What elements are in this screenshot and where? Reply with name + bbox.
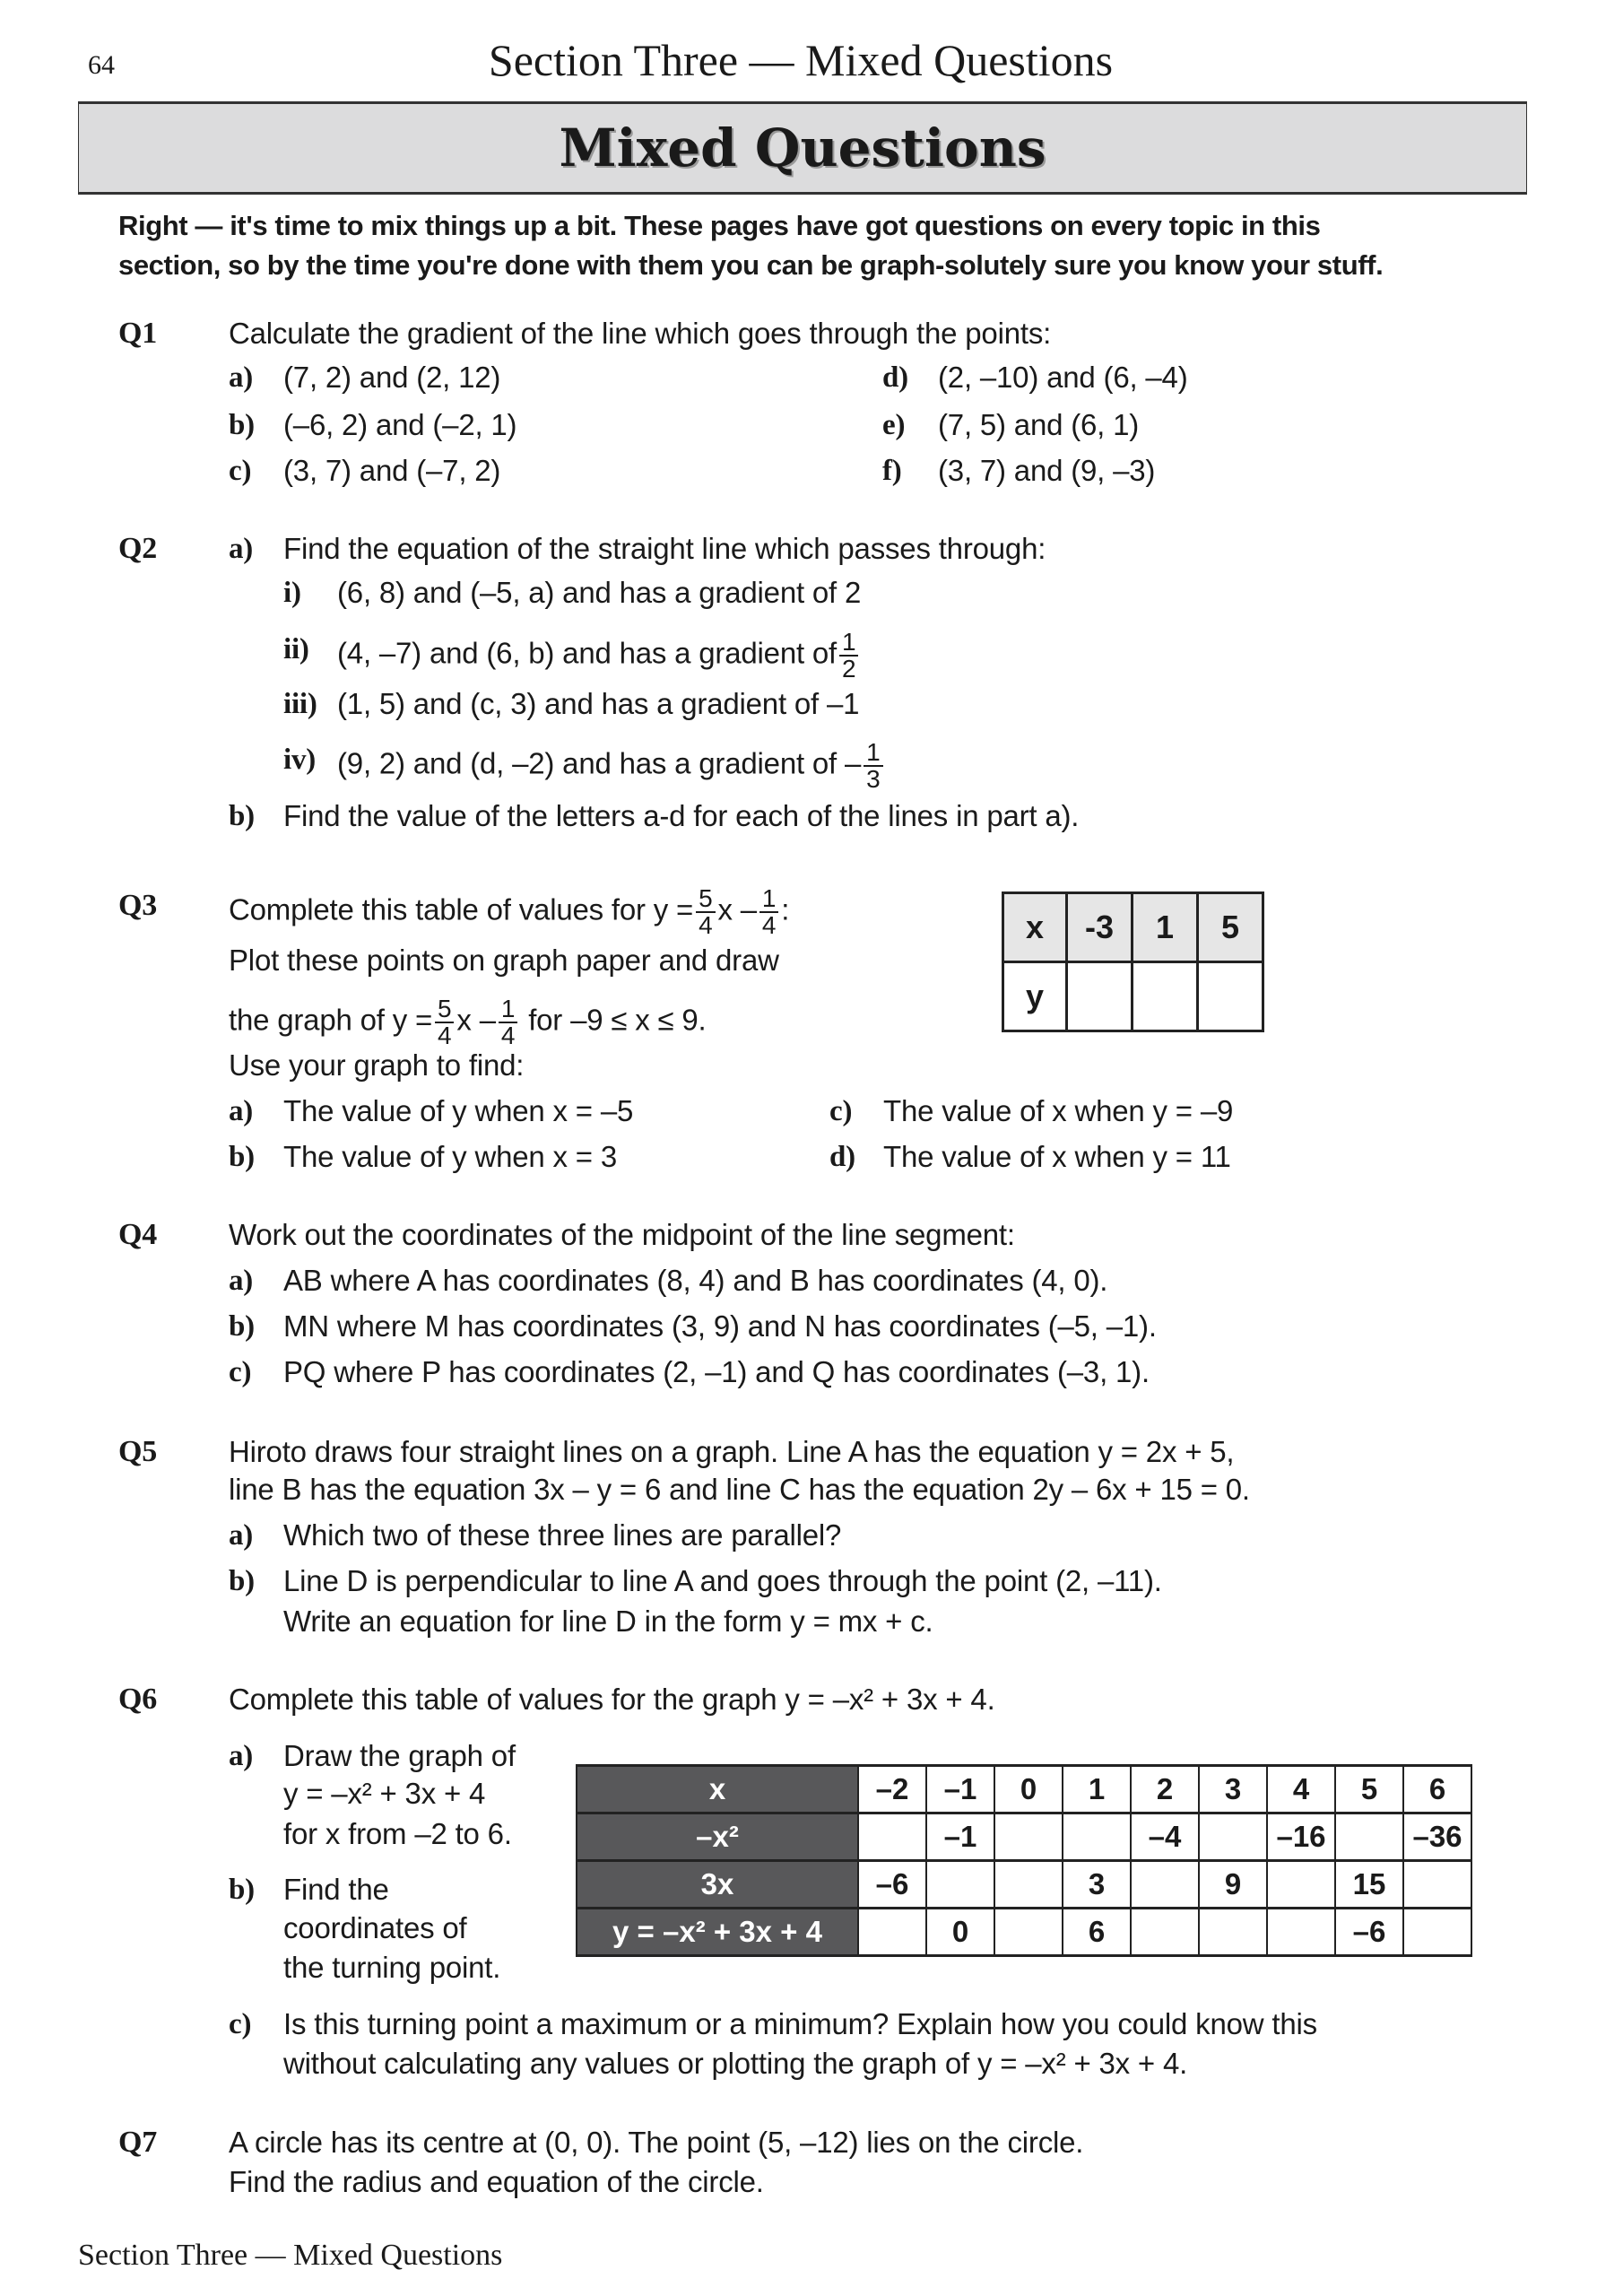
subpart-label: iv) [283, 744, 317, 776]
page-title: Mixed Questions [559, 117, 1046, 178]
question-line [229, 995, 707, 1049]
table-cell[interactable] [926, 1861, 994, 1909]
part-label: a) [229, 1095, 254, 1127]
subpart-label: iii) [283, 688, 317, 720]
table-cell: –2 [858, 1766, 926, 1813]
part-text: The value of y when x = 3 [283, 1140, 617, 1173]
y-cell[interactable] [1198, 962, 1263, 1031]
part-text: Find the equation of the straight line which passes through: [283, 532, 1046, 565]
row-header: x [1003, 893, 1067, 962]
y-cell[interactable] [1133, 962, 1198, 1031]
subpart-line [337, 628, 861, 683]
question-label: Q4 [118, 1218, 158, 1251]
part-text: y = –x² + 3x + 4 [283, 1777, 486, 1810]
row-header: x [577, 1766, 858, 1813]
table-cell[interactable] [1335, 1813, 1403, 1861]
table-cell: –16 [1267, 1813, 1335, 1861]
part-label: a) [229, 1519, 254, 1552]
part-text: Find the value of the letters a-d for each of the lines in part a). [283, 799, 1080, 832]
part-label: b) [229, 1874, 255, 1906]
numerator: 1 [864, 740, 882, 767]
table-cell[interactable] [1267, 1909, 1335, 1956]
part-label: d) [829, 1141, 855, 1173]
part-label: c) [229, 2008, 252, 2040]
table-cell: –1 [926, 1813, 994, 1861]
table-cell[interactable] [1199, 1813, 1267, 1861]
part-text: The value of x when y = –9 [883, 1094, 1234, 1127]
table-cell[interactable] [994, 1861, 1063, 1909]
table-row [577, 1766, 1471, 1813]
part-label: c) [829, 1095, 853, 1127]
row-header: –x² [577, 1813, 858, 1861]
numerator: 5 [435, 996, 454, 1023]
part-text: Write an equation for line D in the form y = mx + c. [283, 1605, 933, 1638]
part-text: Which two of these three lines are parallel? [283, 1518, 842, 1552]
question-text: Calculate the gradient of the line which goes through the points: [229, 317, 1052, 350]
row-header: y = –x² + 3x + 4 [577, 1909, 858, 1956]
part-text: Draw the graph of [283, 1739, 516, 1772]
numerator: 1 [499, 996, 517, 1023]
table-cell: 0 [994, 1766, 1063, 1813]
table-cell: 15 [1335, 1861, 1403, 1909]
part-text: Find the [283, 1873, 389, 1906]
part-text: Line D is perpendicular to line A and goes through the point (2, –11). [283, 1564, 1162, 1597]
question-label: Q7 [118, 2126, 158, 2159]
table-cell: –4 [1131, 1813, 1199, 1861]
x-cell: 5 [1198, 893, 1263, 962]
title-banner [78, 101, 1527, 195]
part-text: for x from –2 to 6. [283, 1817, 512, 1850]
denominator: 4 [699, 911, 713, 939]
part-text: (7, 5) and (6, 1) [938, 408, 1140, 441]
table-row [1003, 962, 1263, 1031]
part-label: a) [229, 361, 254, 394]
text: Complete this table of values for y = [229, 892, 694, 926]
part-label: a) [229, 1265, 254, 1297]
question-text: Work out the coordinates of the midpoint of the line segment: [229, 1218, 1015, 1251]
table-row [577, 1813, 1471, 1861]
question-label: Q5 [118, 1435, 158, 1468]
table-cell[interactable] [1063, 1813, 1131, 1861]
part-text: The value of x when y = 11 [883, 1140, 1231, 1173]
question-text: line B has the equation 3x – y = 6 and line C has the equation 2y – 6x + 15 = 0. [229, 1473, 1250, 1506]
fraction [864, 740, 882, 792]
question-label: Q2 [118, 532, 158, 565]
subpart-line [337, 738, 886, 793]
subpart-label: ii) [283, 633, 309, 665]
part-text: (3, 7) and (9, –3) [938, 454, 1156, 487]
row-header: y [1003, 962, 1067, 1031]
subpart-text: (6, 8) and (–5, a) and has a gradient of 2 [337, 576, 862, 609]
part-label: b) [229, 1565, 255, 1597]
table-cell: 3 [1063, 1861, 1131, 1909]
part-text: (3, 7) and (–7, 2) [283, 454, 501, 487]
numerator: 5 [696, 886, 715, 913]
part-label: b) [229, 1310, 255, 1343]
part-text: (2, –10) and (6, –4) [938, 361, 1188, 394]
numerator: 1 [839, 630, 858, 657]
table-cell: –6 [1335, 1909, 1403, 1956]
denominator: 2 [842, 655, 856, 683]
text: the graph of y = [229, 1003, 433, 1037]
subpart-text: (1, 5) and (c, 3) and has a gradient of –1 [337, 687, 860, 720]
intro-line: section, so by the time you're done with them you can be graph-solutely sure you know your stuff. [118, 249, 1384, 281]
page-number: 64 [88, 50, 115, 80]
part-label: a) [229, 1740, 254, 1772]
table-cell[interactable] [858, 1909, 926, 1956]
table-cell: 2 [1131, 1766, 1199, 1813]
table-row [577, 1861, 1471, 1909]
part-label: d) [882, 361, 908, 394]
table-cell[interactable] [1199, 1909, 1267, 1956]
part-text: MN where M has coordinates (3, 9) and N has coordinates (–5, –1). [283, 1309, 1157, 1343]
question-label: Q6 [118, 1683, 158, 1716]
subpart-text: (4, –7) and (6, b) and has a gradient of [337, 636, 838, 670]
table-cell[interactable] [1403, 1909, 1471, 1956]
table-cell: 9 [1199, 1861, 1267, 1909]
question-label: Q1 [118, 317, 158, 350]
table-row [577, 1909, 1471, 1956]
subpart-label: i) [283, 577, 301, 609]
question-text: Plot these points on graph paper and draw [229, 944, 779, 977]
table-of-values [576, 1764, 1472, 1957]
table-cell[interactable] [1267, 1861, 1335, 1909]
table-cell: 1 [1063, 1766, 1131, 1813]
part-label: c) [229, 1356, 252, 1388]
part-text: (–6, 2) and (–2, 1) [283, 408, 517, 441]
x-cell: 1 [1133, 893, 1198, 962]
fraction [839, 630, 858, 682]
part-text: coordinates of [283, 1911, 467, 1944]
part-text: AB where A has coordinates (8, 4) and B has coordinates (4, 0). [283, 1264, 1108, 1297]
text: : [781, 892, 790, 926]
part-text: the turning point. [283, 1951, 501, 1984]
row-header: 3x [577, 1861, 858, 1909]
part-text: without calculating any values or plotting the graph of y = –x² + 3x + 4. [283, 2047, 1188, 2080]
question-text: Use your graph to find: [229, 1048, 525, 1082]
part-label: c) [229, 455, 252, 487]
numerator: 1 [759, 886, 778, 913]
part-label: e) [882, 409, 906, 441]
table-cell: 3 [1199, 1766, 1267, 1813]
y-cell[interactable] [1067, 962, 1133, 1031]
question-text: Find the radius and equation of the circle. [229, 2165, 764, 2198]
denominator: 4 [500, 1022, 516, 1049]
table-cell[interactable] [1131, 1861, 1199, 1909]
question-text: Hiroto draws four straight lines on a graph. Line A has the equation y = 2x + 5, [229, 1435, 1235, 1468]
table-cell: –6 [858, 1861, 926, 1909]
fraction [499, 996, 517, 1048]
table-cell: 5 [1335, 1766, 1403, 1813]
table-cell[interactable] [1131, 1909, 1199, 1956]
part-label: b) [229, 409, 255, 441]
intro-line: Right — it's time to mix things up a bit. These pages have got questions on every topic in this [118, 210, 1321, 241]
fraction [759, 886, 778, 938]
part-label: b) [229, 800, 255, 832]
part-text: The value of y when x = –5 [283, 1094, 634, 1127]
part-label: f) [882, 455, 902, 487]
fraction [696, 886, 715, 938]
question-line [229, 884, 790, 939]
text: for –9 ≤ x ≤ 9. [528, 1003, 707, 1037]
table-cell[interactable] [994, 1813, 1063, 1861]
table-cell: –36 [1403, 1813, 1471, 1861]
denominator: 3 [866, 765, 881, 793]
denominator: 4 [761, 911, 777, 939]
question-text: A circle has its centre at (0, 0). The point (5, –12) lies on the circle. [229, 2126, 1084, 2159]
text: x – [717, 892, 757, 926]
part-label: b) [229, 1141, 255, 1173]
table-cell: 0 [926, 1909, 994, 1956]
part-label: a) [229, 533, 254, 565]
page-footer: Section Three — Mixed Questions [78, 2239, 503, 2272]
table-cell[interactable] [994, 1909, 1063, 1956]
question-text: Complete this table of values for the graph y = –x² + 3x + 4. [229, 1683, 995, 1716]
question-label: Q3 [118, 889, 158, 922]
part-text: PQ where P has coordinates (2, –1) and Q has coordinates (–3, 1). [283, 1355, 1150, 1388]
table-cell: –1 [926, 1766, 994, 1813]
part-text: (7, 2) and (2, 12) [283, 361, 501, 394]
table-row [1003, 893, 1263, 962]
text: x – [456, 1003, 496, 1037]
denominator: 4 [438, 1022, 452, 1049]
table-cell[interactable] [1403, 1861, 1471, 1909]
table-cell: 6 [1063, 1909, 1131, 1956]
table-of-values [1002, 891, 1264, 1032]
fraction [435, 996, 454, 1048]
table-cell: 4 [1267, 1766, 1335, 1813]
table-cell: 6 [1403, 1766, 1471, 1813]
x-cell: -3 [1067, 893, 1133, 962]
part-text: Is this turning point a maximum or a minimum? Explain how you could know this [283, 2007, 1317, 2040]
section-header: Section Three — Mixed Questions [488, 35, 1114, 85]
table-cell[interactable] [858, 1813, 926, 1861]
subpart-text: (9, 2) and (d, –2) and has a gradient of – [337, 746, 862, 780]
